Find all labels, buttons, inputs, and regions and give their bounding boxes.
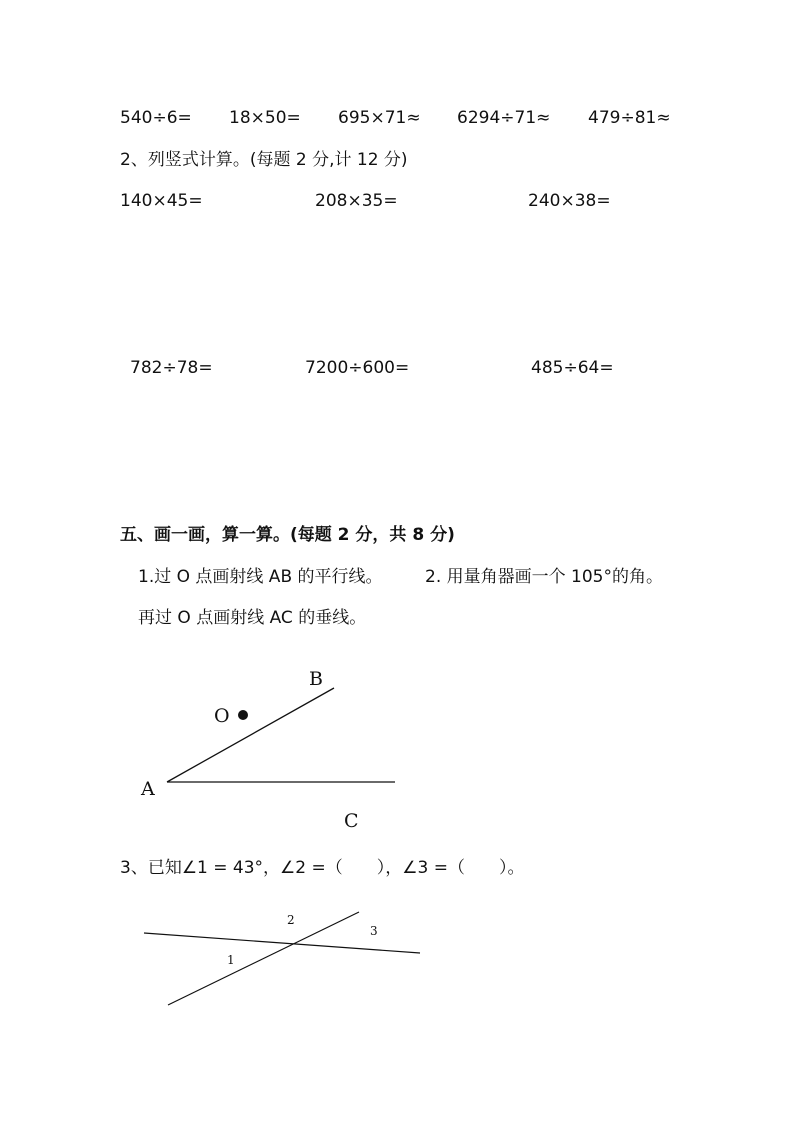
vertical-calc-6: 485÷64=	[531, 358, 614, 378]
section-five-title: 五、画一画，算一算。(每题 2 分，共 8 分)	[120, 525, 455, 545]
label-o: O	[214, 705, 230, 727]
oral-calc-3: 695×71≈	[338, 108, 421, 128]
angle-label-3: 3	[370, 924, 378, 938]
section-vertical-title: 2、列竖式计算。(每题 2 分,计 12 分)	[120, 150, 408, 170]
angle-label-1: 1	[227, 953, 235, 967]
oral-calc-4: 6294÷71≈	[457, 108, 551, 128]
vertical-calc-1: 140×45=	[120, 191, 203, 211]
question-3: 3、已知∠1 = 43°，∠2 =（ ），∠3 =（ ）。	[120, 858, 525, 878]
question-1-line-2: 再过 O 点画射线 AC 的垂线。	[138, 608, 367, 628]
line-diagonal	[168, 912, 359, 1005]
vertical-calc-2: 208×35=	[315, 191, 398, 211]
label-b: B	[309, 668, 323, 690]
label-a: A	[141, 778, 155, 800]
vertical-calc-4: 782÷78=	[130, 358, 213, 378]
vertical-calc-3: 240×38=	[528, 191, 611, 211]
question-1-line-1: 1.过 O 点画射线 AB 的平行线。	[138, 567, 383, 587]
oral-calc-2: 18×50=	[229, 108, 301, 128]
angle-label-2: 2	[287, 913, 295, 927]
oral-calc-1: 540÷6=	[120, 108, 192, 128]
oral-calc-5: 479÷81≈	[588, 108, 671, 128]
vertical-calc-5: 7200÷600=	[305, 358, 410, 378]
question-2: 2. 用量角器画一个 105°的角。	[425, 567, 663, 587]
label-c: C	[344, 810, 359, 832]
